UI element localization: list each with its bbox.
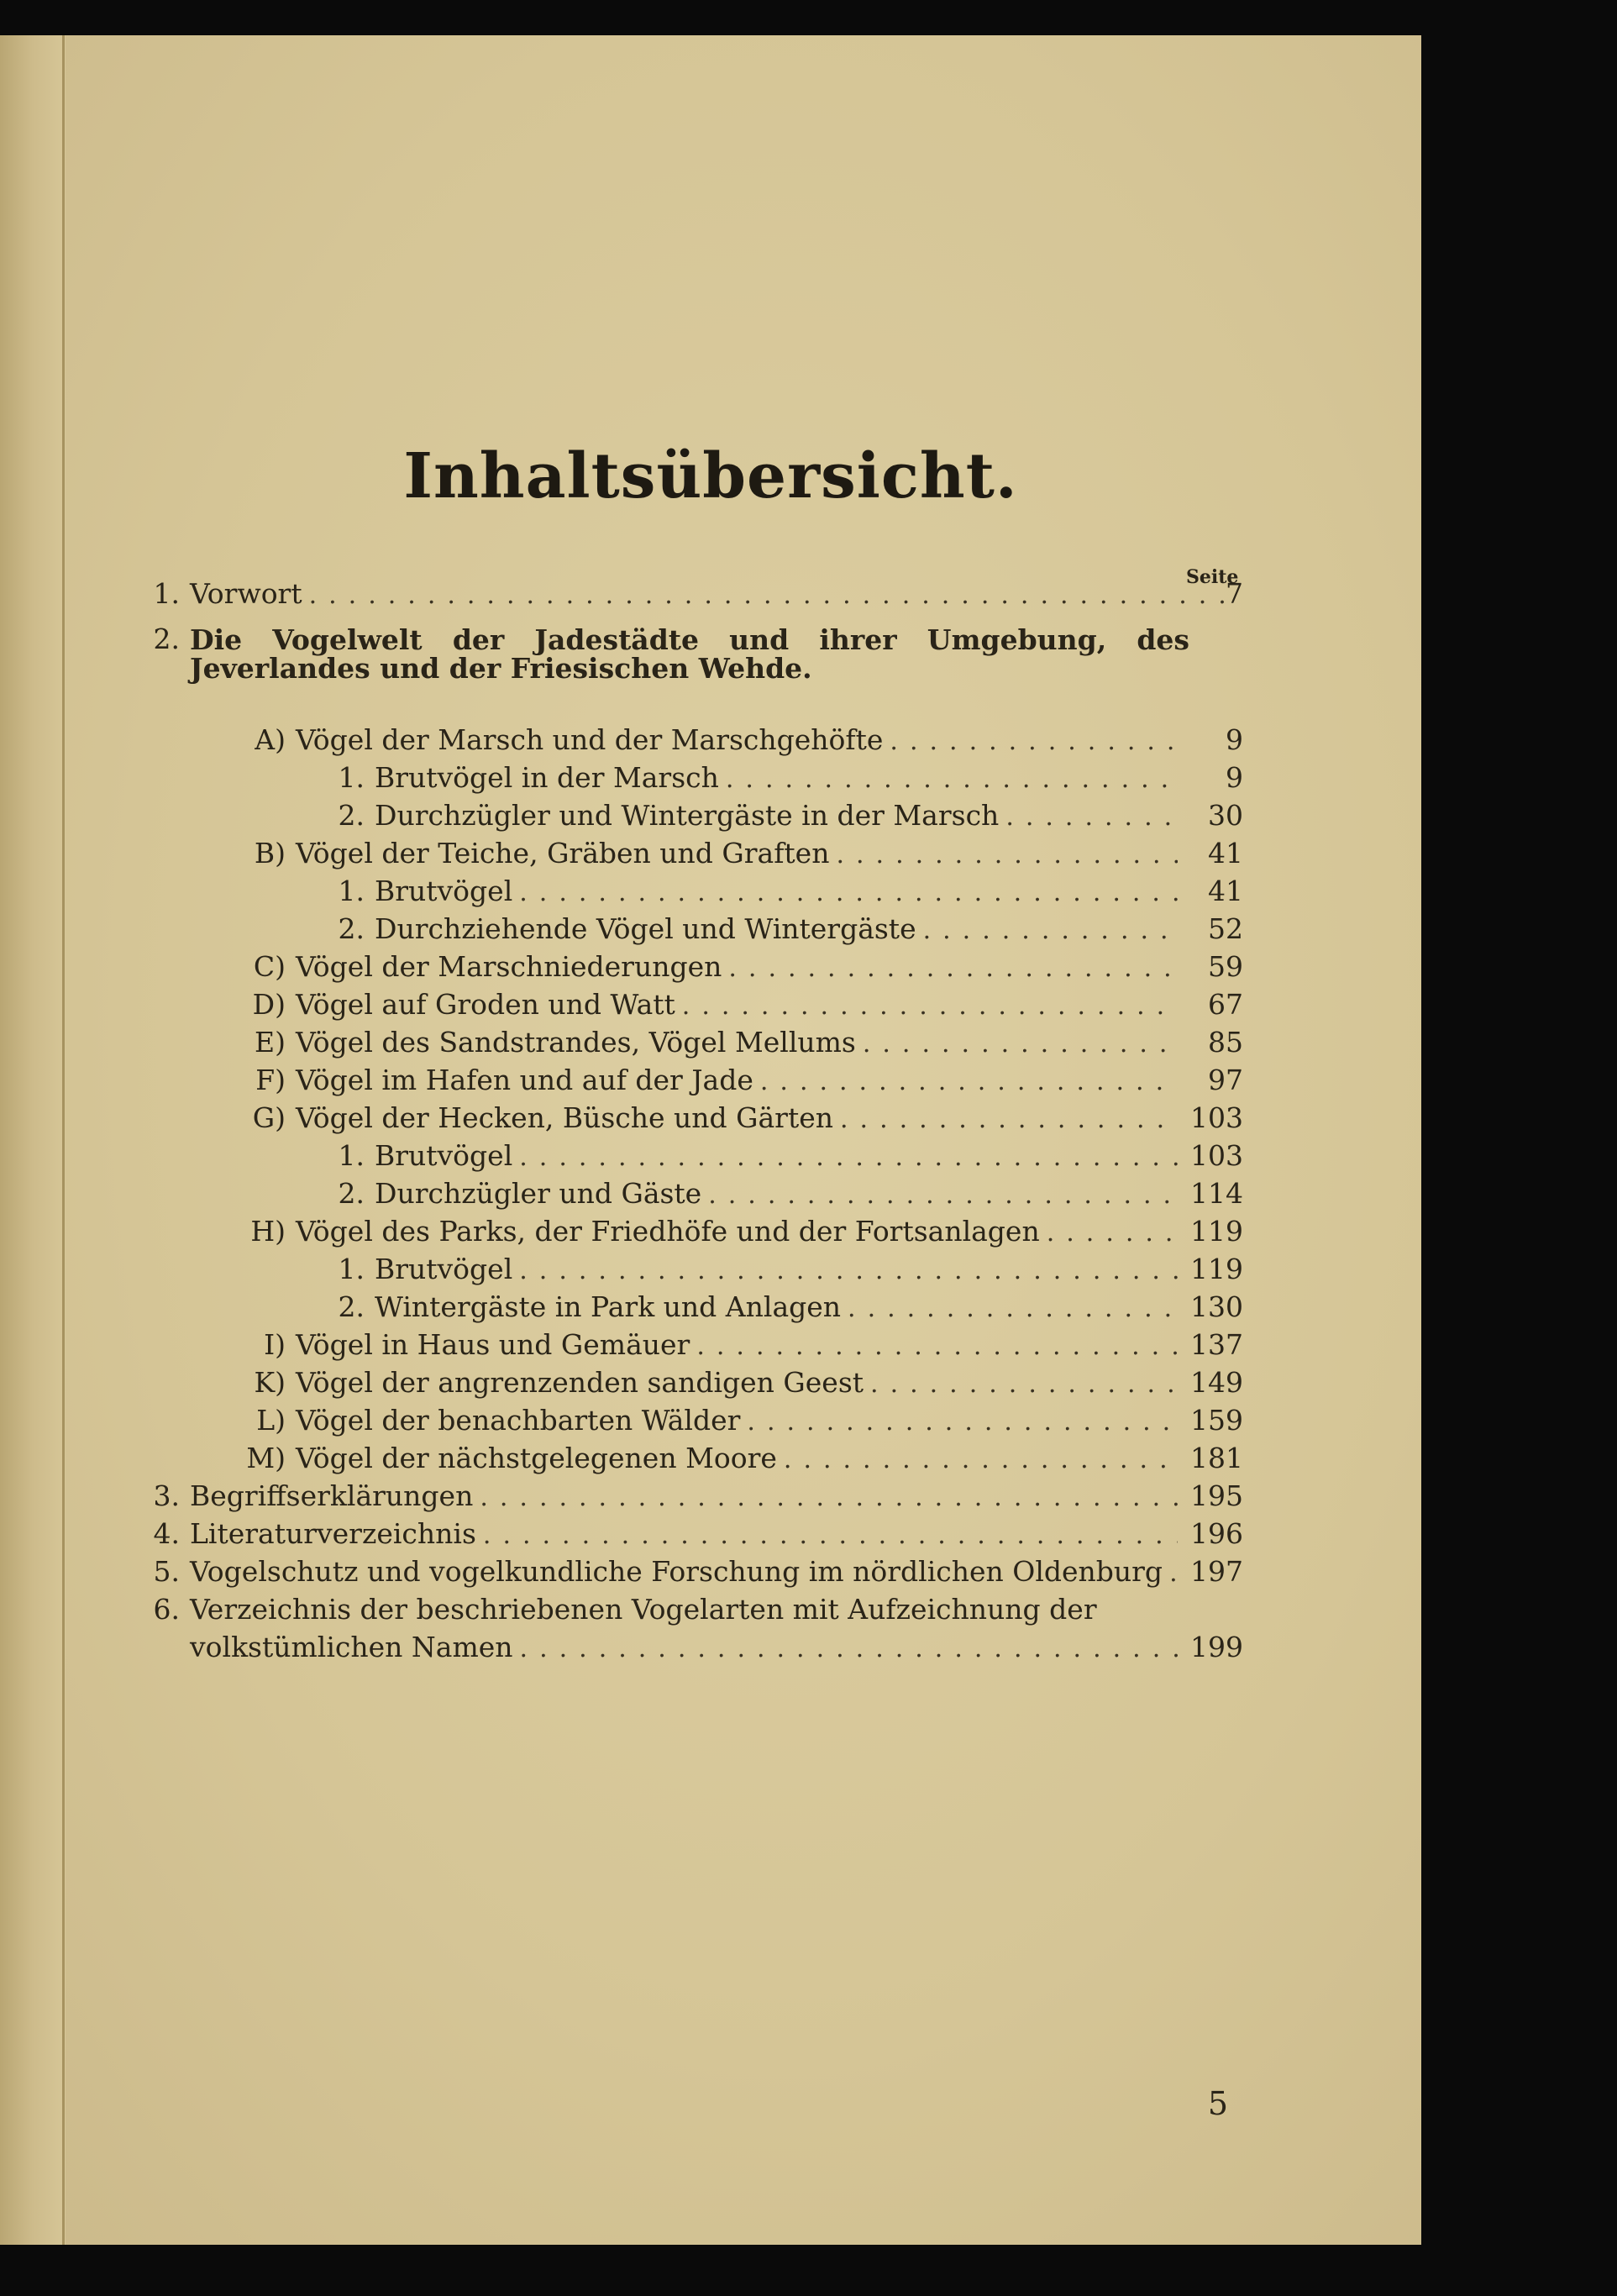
toc-entry: [244, 1327, 1184, 1363]
toc-entry-number: 1.: [338, 875, 365, 907]
toc-entry-number: 1.: [153, 577, 180, 610]
toc-entry: [244, 1100, 1184, 1137]
leader-dots: [519, 1139, 1178, 1176]
toc-entry-label: Vögel der Hecken, Büsche und Gärten: [296, 1101, 834, 1134]
toc-entry-number: B): [254, 837, 286, 870]
leader-dots: [1047, 1215, 1178, 1252]
toc-entry-label: Vögel der nächstgelegenen Moore: [296, 1442, 777, 1474]
toc-entry-number: 3.: [153, 1479, 180, 1512]
toc-entry-label: Vögel im Hafen und auf der Jade: [296, 1064, 753, 1096]
toc-entry-label: Brutvögel: [375, 1139, 513, 1172]
leader-dots: [863, 1026, 1178, 1063]
toc-entry-label: Durchzügler und Wintergäste in der Marsch: [375, 799, 1000, 832]
toc-entry-label: Vögel in Haus und Gemäuer: [296, 1328, 690, 1361]
toc-entry-continuation: [190, 1629, 1184, 1666]
toc-entry: [336, 759, 1184, 796]
toc-section-heading: Die Vogelwelt der Jadestädte und ihrer Umgebung, des Jeverlandes und der Friesischen Wehde.: [190, 623, 1189, 685]
toc-entry-page: 149: [1190, 1366, 1243, 1399]
leader-dots: [848, 1290, 1178, 1327]
toc-entry-number: 1.: [338, 761, 365, 794]
toc-entry: [336, 911, 1184, 948]
leader-dots: [520, 1631, 1178, 1668]
toc-entry-page: 9: [1226, 761, 1243, 794]
leader-dots: [836, 837, 1178, 874]
toc-entry-page: 30: [1208, 799, 1243, 832]
toc-entry: [244, 1062, 1184, 1099]
leader-dots: [519, 1253, 1178, 1290]
toc-entry-page: 195: [1190, 1479, 1243, 1512]
toc-entry-number: 5.: [153, 1555, 180, 1588]
leader-dots: [890, 723, 1178, 760]
toc-entry-page: 67: [1208, 988, 1243, 1021]
toc-entry-page: 97: [1208, 1064, 1243, 1096]
leader-dots: [696, 1328, 1178, 1365]
toc-entry: [151, 1478, 1184, 1515]
toc-entry-page: 9: [1226, 723, 1243, 756]
toc-entry-page: 137: [1190, 1328, 1243, 1361]
toc-entry: [336, 1175, 1184, 1212]
toc-entry-label: Vögel des Parks, der Friedhöfe und der Fortsanlagen: [296, 1215, 1040, 1248]
leader-dots: [747, 1404, 1178, 1441]
toc-entry: [244, 1402, 1184, 1439]
toc-entry: [151, 1516, 1184, 1553]
toc-entry-page: 103: [1190, 1101, 1243, 1134]
page-number: 5: [1207, 2085, 1229, 2122]
toc-entry: [336, 1137, 1184, 1174]
leader-dots: [840, 1101, 1178, 1138]
toc-entry-number: I): [264, 1328, 286, 1361]
toc-entry-page: 59: [1208, 950, 1243, 983]
toc-entry-label: Durchziehende Vögel und Wintergäste: [375, 912, 916, 945]
leader-dots: [708, 1177, 1178, 1214]
toc-entry-label: Vogelschutz und vogelkundliche Forschung im nördlichen Oldenburg: [190, 1555, 1163, 1588]
toc-entry: [151, 1553, 1184, 1590]
toc-entry-page: 197: [1190, 1555, 1243, 1588]
toc-entry-number: 2.: [153, 623, 180, 655]
toc-entry-number: E): [255, 1026, 286, 1059]
toc-entry-page: 181: [1190, 1442, 1243, 1474]
toc-entry-page: 52: [1208, 912, 1243, 945]
leader-dots: [728, 950, 1178, 987]
leader-dots: [1005, 799, 1178, 836]
toc-entry-page: 159: [1190, 1404, 1243, 1437]
leader-dots: [682, 988, 1178, 1025]
toc-entry-page: 199: [1190, 1631, 1243, 1663]
toc-entry-label: Vögel auf Groden und Watt: [296, 988, 675, 1021]
toc-entry: [244, 1024, 1184, 1061]
toc-entry: [151, 621, 180, 658]
toc-entry-label: Vögel der Teiche, Gräben und Graften: [296, 837, 830, 870]
toc-entry-label: Wintergäste in Park und Anlagen: [375, 1290, 842, 1323]
toc-entry-number: A): [255, 723, 286, 756]
toc-entry: [244, 1440, 1184, 1477]
page-column-header: Seite: [1186, 566, 1239, 588]
book-page: [0, 35, 1421, 2245]
toc-entry-label: Brutvögel: [375, 875, 513, 907]
leader-dots: [726, 761, 1178, 798]
toc-entry: [244, 986, 1184, 1023]
toc-entry-page: 7: [1226, 577, 1243, 610]
toc-entry-label: Vögel der angrenzenden sandigen Geest: [296, 1366, 864, 1399]
toc-entry-number: K): [254, 1366, 286, 1399]
leader-dots: [1169, 1555, 1178, 1592]
toc-entry-label-line2: volkstümlichen Namen: [190, 1631, 513, 1663]
leader-dots: [480, 1479, 1178, 1516]
page-title: Inhaltsübersicht.: [403, 440, 1018, 512]
leader-dots: [483, 1517, 1178, 1554]
toc-entry-label: Literaturverzeichnis: [190, 1517, 476, 1550]
toc-entry-label: Brutvögel: [375, 1253, 513, 1285]
toc-entry-page: 119: [1190, 1253, 1243, 1285]
toc-entry-number: M): [246, 1442, 286, 1474]
toc-entry-label: Vögel der Marsch und der Marschgehöfte: [296, 723, 884, 756]
toc-entry: [244, 835, 1184, 872]
toc-entry-number: C): [253, 950, 286, 983]
toc-entry-page: 41: [1208, 837, 1243, 870]
toc-entry-number: 2.: [338, 912, 365, 945]
toc-entry: [244, 722, 1184, 759]
toc-entry-number: 2.: [338, 1177, 365, 1210]
toc-entry-page: 103: [1190, 1139, 1243, 1172]
toc-entry-page: 114: [1190, 1177, 1243, 1210]
toc-entry-number: F): [255, 1064, 286, 1096]
toc-entry-number: 2.: [338, 1290, 365, 1323]
toc-entry: [151, 575, 1243, 612]
toc-entry: [244, 948, 1184, 985]
toc-entry-number: 2.: [338, 799, 365, 832]
toc-entry-page: 196: [1190, 1517, 1243, 1550]
toc-entry-label-line1: Verzeichnis der beschriebenen Vogelarten mit Aufzeichnung der: [190, 1593, 1097, 1626]
toc-entry-number: 6.: [153, 1593, 180, 1626]
toc-entry-number: H): [250, 1215, 286, 1248]
toc-entry-number: L): [256, 1404, 286, 1437]
leader-dots: [923, 912, 1178, 949]
toc-entry-label: Vögel der benachbarten Wälder: [296, 1404, 741, 1437]
toc-entry-label: Durchzügler und Gäste: [375, 1177, 702, 1210]
toc-entry: [336, 1251, 1184, 1288]
toc-entry: [336, 1289, 1184, 1326]
leader-dots: [784, 1442, 1178, 1479]
toc-entry: [336, 797, 1184, 834]
table-of-contents: [0, 35, 1421, 2245]
leader-dots: [309, 577, 1236, 614]
leader-dots: [760, 1064, 1178, 1101]
toc-entry-number: 4.: [153, 1517, 180, 1550]
toc-entry: [244, 1213, 1184, 1250]
toc-entry: [151, 1591, 1184, 1628]
toc-entry-label: Begriffserklärungen: [190, 1479, 474, 1512]
toc-entry-page: 85: [1208, 1026, 1243, 1059]
toc-entry-number: 1.: [338, 1253, 365, 1285]
leader-dots: [519, 875, 1178, 912]
toc-entry-label: Vorwort: [190, 577, 302, 610]
toc-entry-page: 41: [1208, 875, 1243, 907]
toc-entry-label: Brutvögel in der Marsch: [375, 761, 719, 794]
toc-entry: [244, 1364, 1184, 1401]
toc-entry-label: Vögel des Sandstrandes, Vögel Mellums: [296, 1026, 856, 1059]
toc-entry-number: D): [252, 988, 286, 1021]
toc-entry-page: 119: [1190, 1215, 1243, 1248]
toc-entry-page: 130: [1190, 1290, 1243, 1323]
toc-entry-label: Vögel der Marschniederungen: [296, 950, 722, 983]
toc-entry-number: 1.: [338, 1139, 365, 1172]
leader-dots: [870, 1366, 1178, 1403]
toc-entry: [336, 873, 1184, 910]
toc-entry-number: G): [252, 1101, 286, 1134]
